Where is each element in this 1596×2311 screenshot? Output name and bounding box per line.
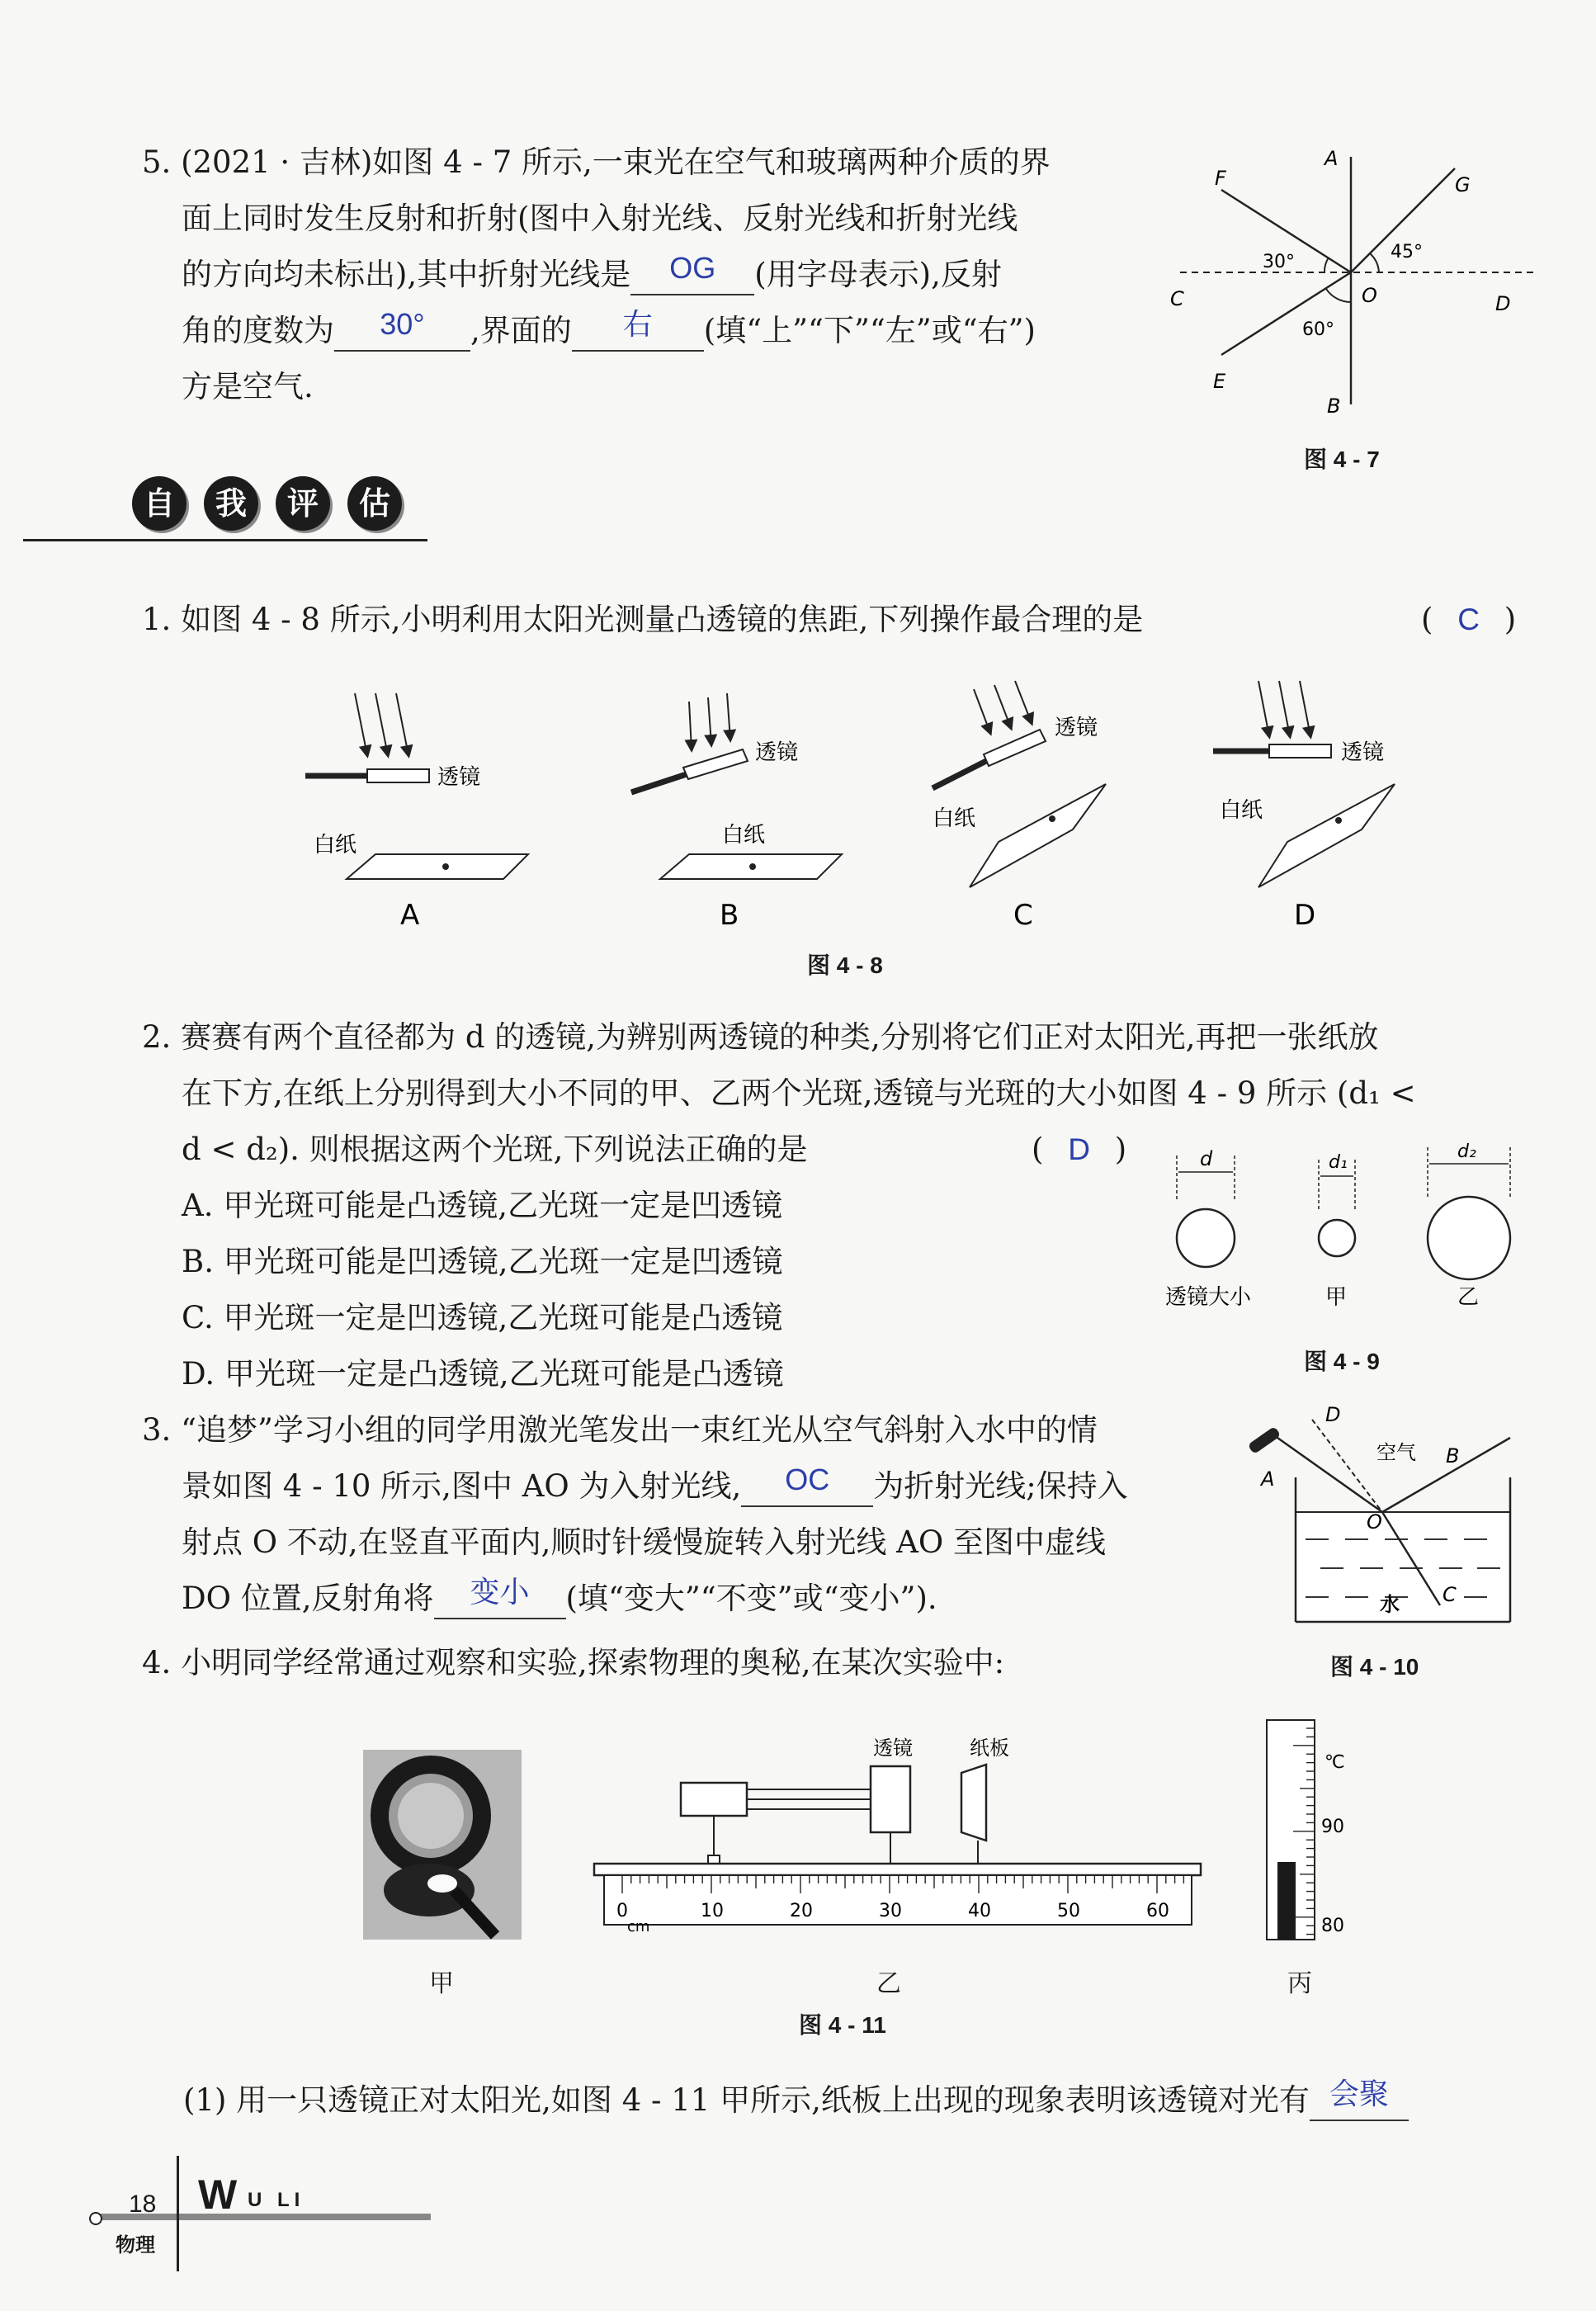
fig48-caption: 图 4 - 8	[807, 952, 883, 978]
q5-line4-c: (填“上”“下”“左”或“右”)	[703, 313, 1036, 348]
fig47-angle-45: 45°	[1391, 242, 1423, 262]
fig411-ruler-cm: cm	[627, 1918, 650, 1935]
fig410-label-d: D	[1325, 1403, 1341, 1426]
fig411-thermo-90: 90	[1321, 1817, 1344, 1837]
fig48-label-b: B	[720, 899, 739, 932]
footer-page-number: 18	[129, 2190, 157, 2218]
fig47-label-c: C	[1170, 287, 1184, 310]
fig410-label-a: A	[1261, 1467, 1275, 1491]
fig411-thermo-80: 80	[1321, 1916, 1344, 1936]
fig49-caption: 图 4 - 9	[1304, 1349, 1380, 1374]
fig411-tick-10: 10	[701, 1901, 724, 1921]
fig49-lens-size-label: 透镜大小	[1165, 1285, 1252, 1310]
q2-line2: 在下方,在纸上分别得到大小不同的甲、乙两个光斑,透镜与光斑的大小如图 4 - 9 所示 (d₁ <	[182, 1075, 1416, 1111]
q2-open: (	[1032, 1132, 1044, 1167]
fig49-jia-label: 甲	[1325, 1285, 1348, 1310]
q1-answer: C	[1457, 603, 1480, 636]
footer-brand-w: W	[198, 2172, 236, 2218]
fig48-a-paper-label: 白纸	[314, 833, 357, 858]
q2-option-d: D. 甲光斑一定是凸透镜,乙光斑可能是凸透镜	[182, 1356, 784, 1392]
q3-line4-a: DO 位置,反射角将	[182, 1581, 434, 1616]
q4-text: 4. 小明同学经常通过观察和实验,探索物理的奥秘,在某次实验中:	[142, 1645, 1005, 1680]
fig411-tick-60: 60	[1146, 1901, 1169, 1921]
figure-4-8	[281, 669, 1436, 941]
q3-answer2: 变小	[470, 1575, 530, 1609]
fig49-yi-circle	[1428, 1197, 1510, 1279]
fig411-bing-label: 丙	[1287, 1969, 1312, 1998]
fig410-ray-do	[1312, 1420, 1382, 1512]
section-char-2: 我	[204, 476, 258, 531]
fig48-setup-c	[933, 681, 1106, 887]
q5-line1: 5. (2021 · 吉林)如图 4 - 7 所示,一束光在空气和玻璃两种介质的界	[142, 144, 1051, 180]
fig47-label-f: F	[1215, 167, 1226, 190]
fig48-setup-b	[631, 693, 842, 879]
fig411-thermo-liquid	[1277, 1862, 1296, 1940]
fig47-angle-60: 60°	[1302, 319, 1334, 340]
q5-line3	[182, 251, 1002, 295]
fig411-caption: 图 4 - 11	[799, 2012, 886, 2038]
fig411-tick-50: 50	[1057, 1901, 1080, 1921]
fig47-label-e: E	[1213, 370, 1226, 393]
fig48-setup-d	[1213, 681, 1395, 887]
q2-option-b: B. 甲光斑可能是凹透镜,乙光斑一定是凹透镜	[182, 1244, 783, 1279]
fig410-laser-pen	[1248, 1426, 1282, 1454]
q4-sub1-text: (1) 用一只透镜正对太阳光,如图 4 - 11 甲所示,纸板上出现的现象表明该透镜对光有	[183, 2082, 1310, 2118]
fig410-label-o: O	[1367, 1510, 1382, 1534]
fig47-label-d: D	[1495, 292, 1511, 315]
q2-option-a: A. 甲光斑可能是凸透镜,乙光斑一定是凹透镜	[182, 1188, 783, 1223]
fig47-label-o: O	[1362, 284, 1377, 307]
fig411-tick-30: 30	[879, 1901, 902, 1921]
fig47-label-g: G	[1455, 173, 1471, 196]
q1-answer-bracket	[1421, 599, 1520, 640]
q5-line4	[182, 307, 1036, 352]
q2-answer-bracket	[1032, 1129, 1126, 1170]
fig49-jia-circle	[1319, 1220, 1355, 1256]
fig411-tick-20: 20	[790, 1901, 813, 1921]
fig411-yi-label: 乙	[876, 1969, 901, 1998]
figure-4-7	[1155, 140, 1543, 421]
fig49-label-d1: d₁	[1329, 1152, 1348, 1173]
q2-line3: d < d₂). 则根据这两个光斑,下列说法正确的是	[182, 1132, 808, 1167]
footer-brand-small: U LI	[248, 2189, 305, 2211]
fig48-b-lens-label: 透镜	[755, 740, 799, 765]
section-underline	[23, 539, 427, 541]
fig47-ray-oe	[1221, 272, 1351, 355]
q5-line4-b: ,界面的	[470, 313, 572, 348]
q5-line3-a: 的方向均未标出),其中折射光线是	[182, 257, 631, 292]
fig411-photo-magnifier	[363, 1750, 522, 1940]
q3-line2-b: 为折射光线;保持入	[873, 1468, 1128, 1504]
fig48-a-lens-label: 透镜	[437, 765, 481, 790]
q5-line3-b: (用字母表示),反射	[754, 257, 1002, 292]
q5-line2: 面上同时发生反射和折射(图中入射光线、反射光线和折射光线	[182, 201, 1018, 236]
q2-answer: D	[1068, 1132, 1090, 1166]
figure-4-9	[1155, 1139, 1535, 1321]
q3-line3: 射点 O 不动,在竖直平面内,顺时针缓慢旋转入射光线 AO 至图中虚线	[182, 1524, 1106, 1560]
fig47-arc60	[1326, 289, 1351, 302]
figure-4-10	[1230, 1403, 1543, 1642]
q4-sub1-blank	[1310, 2077, 1409, 2121]
fig411-optical-bench	[578, 1725, 1213, 1948]
fig410-ray-ao	[1277, 1438, 1382, 1512]
q3-line2	[182, 1463, 1128, 1507]
q5-answer3: 右	[622, 307, 653, 341]
fig47-label-a: A	[1324, 147, 1339, 170]
q3-line2-a: 景如图 4 - 10 所示,图中 AO 为入射光线,	[182, 1468, 742, 1504]
fig49-yi-label: 乙	[1457, 1285, 1480, 1310]
fig48-label-d: D	[1294, 899, 1316, 932]
q3-line4-b: (填“变大”“不变”或“变小”).	[565, 1581, 937, 1616]
q5-answer2: 30°	[380, 307, 425, 341]
q2-line1: 2. 赛赛有两个直径都为 d 的透镜,为辨别两透镜的种类,分别将它们正对太阳光,再把一张纸放	[142, 1019, 1379, 1055]
fig47-arc30	[1324, 258, 1329, 272]
fig411-thermometer	[1250, 1717, 1374, 1948]
q4-sub1-answer: 会聚	[1329, 2077, 1389, 2110]
q4-sub1	[183, 2077, 1409, 2121]
fig49-label-d2: d₂	[1457, 1141, 1476, 1162]
q2-option-c: C. 甲光斑一定是凹透镜,乙光斑可能是凸透镜	[182, 1300, 783, 1335]
q3-line4	[182, 1575, 937, 1619]
fig410-label-water: 水	[1380, 1593, 1400, 1616]
section-char-4: 估	[347, 476, 402, 531]
q1-text: 1. 如图 4 - 8 所示,小明利用太阳光测量凸透镜的焦距,下列操作最合理的是	[142, 602, 1144, 637]
q3-blank2	[434, 1575, 566, 1619]
fig48-c-paper-label: 白纸	[933, 806, 976, 831]
q5-blank1	[630, 251, 754, 295]
q5-answer1: OG	[669, 251, 716, 285]
fig48-label-c: C	[1013, 899, 1033, 932]
q5-line4-a: 角的度数为	[182, 313, 334, 348]
fig410-label-b: B	[1446, 1444, 1460, 1467]
section-char-3: 评	[276, 476, 330, 531]
fig47-angle-30: 30°	[1263, 252, 1295, 272]
fig410-label-air: 空气	[1376, 1441, 1416, 1464]
fig47-label-b: B	[1327, 395, 1341, 418]
fig411-thermo-unit: ℃	[1324, 1752, 1345, 1773]
q3-answer1: OC	[785, 1463, 830, 1496]
fig410-caption: 图 4 - 10	[1330, 1654, 1419, 1680]
section-char-1: 自	[132, 476, 187, 531]
fig411-tick-40: 40	[968, 1901, 991, 1921]
fig49-label-d: d	[1200, 1147, 1213, 1170]
fig48-b-paper-label: 白纸	[722, 823, 766, 848]
fig411-lens-label: 透镜	[873, 1737, 913, 1760]
fig48-c-lens-label: 透镜	[1055, 716, 1098, 740]
fig411-tick-0: 0	[616, 1901, 628, 1921]
q3-blank1	[741, 1463, 873, 1507]
q2-close: )	[1114, 1132, 1127, 1167]
fig411-jia-label: 甲	[429, 1969, 454, 1998]
fig47-arc45	[1370, 253, 1379, 272]
fig49-lens-circle	[1177, 1209, 1235, 1267]
q5-line5: 方是空气.	[182, 369, 314, 404]
fig47-caption: 图 4 - 7	[1304, 447, 1380, 472]
q1-open: (	[1421, 602, 1433, 637]
footer-divider	[177, 2156, 179, 2271]
fig48-d-lens-label: 透镜	[1341, 740, 1385, 765]
footer-subject: 物理	[116, 2233, 155, 2257]
q5-blank2	[334, 307, 470, 352]
q5-blank3	[572, 307, 704, 352]
q3-line1: 3. “追梦”学习小组的同学用激光笔发出一束红光从空气斜射入水中的情	[142, 1412, 1098, 1448]
fig48-d-paper-label: 白纸	[1220, 798, 1263, 823]
fig48-label-a: A	[400, 899, 420, 932]
fig410-label-c: C	[1443, 1583, 1457, 1606]
footer-dot	[89, 2212, 102, 2225]
q1-close: )	[1504, 602, 1517, 637]
fig411-board-label: 纸板	[970, 1737, 1009, 1760]
